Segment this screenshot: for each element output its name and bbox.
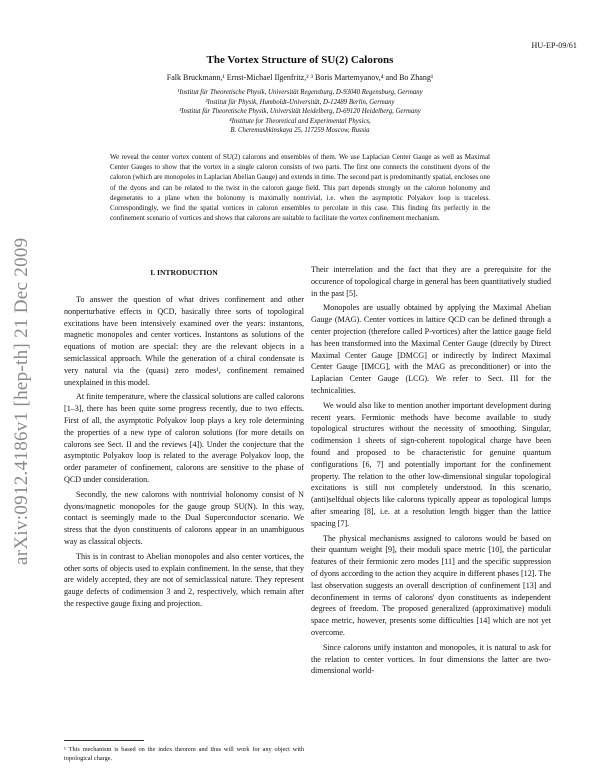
- affiliation-line: B. Cheremushkinskaya 25, 117259 Moscow, Russia: [230, 127, 370, 135]
- body-paragraph: We would also like to mention another important development during recent years. Fermionic methods have become available to study topological structures without the necessity of smoothing. Singular, codimension 1 sheets of sign-coherent topological charge have been found and proposed to be characteristic for genuine quantum configurations [6, 7] and potentially important for the confinement property. The relation to the other low-dimensional singular topological excitations is still not completely understood. In this scenario, (anti)selfdual objects like calorons typically appear as topological lumps after smearing [8], i.e. at a resolution length bigger than the lattice spacing [7].: [311, 400, 551, 528]
- body-paragraph: Since calorons unify instanton and monopoles, it is natural to ask for the relation to center vortices. In four dimensions the latter are two-dimensional world-: [311, 642, 551, 676]
- body-paragraph: Secondly, the new calorons with nontrivial holonomy consist of N dyons/magnetic monopoles for the gauge group SU(N). In this way, contact is seemingly made to the Dual Superconductor scenario. We stress that the dyon constituents of calorons appear in an unambiguous way as classical objects.: [64, 489, 304, 546]
- abstract: We reveal the center vortex content of SU(2) calorons and ensembles of them. We use Laplacian Center Gauge as well as Maximal Center Gauges to show that the vortex in a single caloron consists of two parts. The first one connects the constituent dyons of the caloron (which are monopoles in Laplacian Abelian Gauge) and extends in time. The second part is predominantly spatial, encloses one of the dyons and can be related to the twist in the caloron gauge field. This part depends strongly on the caloron holonomy and degenerates to a plane when the holonomy is maximally nontrivial, i.e. when the asymptotic Polyakov loop is traceless. Correspondingly, we find the spatial vortices in caloron ensembles to percolate in this case. This finding fits perfectly in the confinement scenario of vortices and shows that calorons are suitable to facilitate the vortex confinement mechanism.: [110, 153, 490, 223]
- author-list: Falk Bruckmann,¹ Ernst-Michael Ilgenfritz,² ³ Boris Martemyanov,⁴ and Bo Zhang¹: [166, 73, 434, 82]
- body-paragraph: The physical mechanisms assigned to calorons would be based on their quantum weight [9], their moduli space metric [10], the particular features of their fermionic zero modes [11] and the specific suppression of dyons according to the action they acquire in different phases [12]. The last observation suggests an overall description of confinement [13] and deconfinement in terms of calorons' dyon constituents as independent degrees of freedom. The proposed generalized (approximative) moduli space metric, however, presents some difficulties [14] which are not yet overcome.: [311, 533, 551, 637]
- right-column: [311, 264, 551, 680]
- affiliation-line: ⁴Institute for Theoretical and Experimental Physics,: [229, 117, 371, 125]
- section-heading: I. INTRODUCTION: [150, 268, 218, 277]
- affiliation-line: ²Institut für Physik, Humboldt-Universität, D-12489 Berlin, Germany: [205, 98, 395, 106]
- body-paragraph: At finite temperature, where the classical solutions are called calorons [1–3], there has been quite some progress recently, due to two effects. First of all, the asymptotic Polyakov loop plays a key role determining the properties of a new type of caloron solutions (for more details on calorons see Sect. II and the reviews [4]). Under the conjecture that the asymptotic Polyakov loop is related to the average Polyakov loop, the order parameter of confinement, calorons are sensitive to the phase of QCD under consideration.: [64, 392, 304, 484]
- footnote-divider: [64, 740, 144, 741]
- left-column: [64, 264, 304, 613]
- footnote: ¹ This mechanism is based on the index theorem and thus will work for any object with topological charge.: [64, 746, 304, 762]
- affiliation-line: ¹Institut für Theoretische Physik, Universität Regensburg, D-93040 Regensburg, Germany: [177, 89, 423, 96]
- body-paragraph: This is in contrast to Abelian monopoles and also center vortices, the other sorts of objects used to explain confinement. In the sense, that they are widely accepted, they are not of semiclassical nature. They represent gauge defects of codimension 3 and 2, respectively, which remain after the respective gauge fixing and projection.: [64, 551, 304, 608]
- body-paragraph: To answer the question of what drives confinement and other nonperturbative effects in QCD, basically three sorts of topological excitations have been intensively examined over the years: instantons, magnetic monopoles and center vortices. Instantons as solutions of the equations of motion are special: they are the relevant objects in a semiclassical approach. While the generation of a chiral condensate is very natural via the (quasi) zero modes¹, confinement remained unexplained in this model.: [64, 295, 304, 387]
- affiliation-line: ³Institut für Theoretische Physik, Universität Heidelberg, D-69120 Heidelberg, Germany: [179, 108, 421, 116]
- affiliations: [0, 88, 600, 136]
- body-paragraph: Monopoles are usually obtained by applying the Maximal Abelian Gauge (MAG). Center vortices in lattice QCD can be defined through a center projection (therefore called P-vortices) after the lattice gauge field has been transformed into the Maximal Center Gauge (directly by Direct Maximal Center Gauge [DMCG] or indirectly by Indirect Maximal Center Gauge [IMCG], with the MAG as preconditioner) or into the Laplacian Center Gauge (LCG). We refer to Sect. III for the technicalities.: [311, 303, 551, 395]
- paper-title: The Vortex Structure of SU(2) Calorons: [206, 54, 394, 66]
- arxiv-identifier-stamp: arXiv:0912.4186v1 [hep-th] 21 Dec 2009: [11, 237, 32, 565]
- report-number: HU-EP-09/61: [531, 41, 577, 50]
- body-paragraph: Their interrelation and the fact that they are a prerequisite for the occurence of topological charge in general has been quantitatively studied in the past [5].: [311, 265, 551, 298]
